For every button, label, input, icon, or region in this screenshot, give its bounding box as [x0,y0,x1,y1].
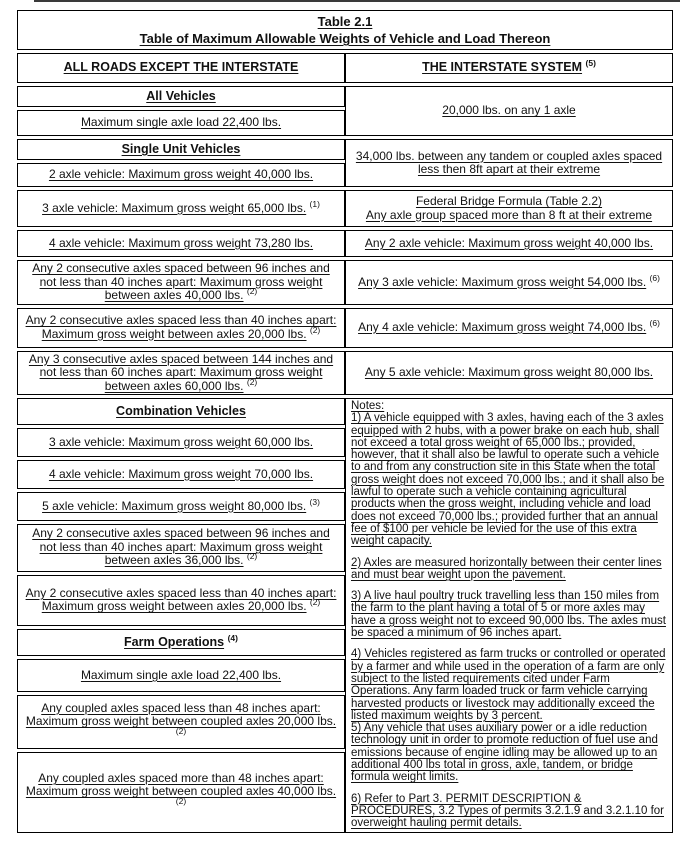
cell-federal-bridge-formula: Federal Bridge Formula (Table 2.2) Any axle group spaced more than 8 ft at their extreme [345,190,673,227]
note-ref-2: (2) [246,376,258,387]
table-title-line2: Table of Maximum Allowable Weights of Vehicle and Load Thereon [139,31,551,46]
cell-3-consecutive-axles-144in: Any 3 consecutive axles spaced between 144 inches and not less than 60 inches apart: Maximum gross weight between axles 60,000 lbs. $^{(2)}$ [17,351,345,396]
scan-artifact-line [34,0,680,2]
cell-2-axle-gross-weight: 2 axle vehicle: Maximum gross weight 40,000 lbs. [17,163,345,187]
notes-label: Notes: [351,400,385,412]
note-4: 4) Vehicles registered as farm trucks or controlled or operated by a farmer and while used in the operation of a farm are only subject to the listed requirements cited under Farm Operations. Any farm loaded truck or farm vehicle carrying harvested products or livestock may additionally exceed the listed maximum weights by 3 percent. [351,648,666,722]
cell-interstate-tandem: 34,000 lbs. between any tandem or coupled axles spaced less then 8ft apart at their extreme [345,139,673,187]
cell-interstate-4-axle: Any 4 axle vehicle: Maximum gross weight 74,000 lbs. $^{(6)}$ [345,308,673,348]
cell-2-consecutive-axles-96in: Any 2 consecutive axles spaced between 96 inches and not less than 40 inches apart: Maximum gross weight between axles 40,000 lbs. $^{(2)}$ [17,260,345,305]
cell-max-single-axle-load: Maximum single axle load 22,400 lbs. [17,110,345,136]
note-ref-2: (2) [175,725,187,736]
cell-farm-coupled-over-48in: Any coupled axles spaced more than 48 inches apart: Maximum gross weight between coupled axles 40,000 lbs. $^{(2)}$ [17,752,345,833]
note-ref-4: (4) [227,632,238,643]
cell-farm-max-single-axle: Maximum single axle load 22,400 lbs. [17,659,345,692]
cell-2-consecutive-axles-under-40in: Any 2 consecutive axles spaced less than 40 inches apart: Maximum gross weight between axles 20,000 lbs. $^{(2)}$ [17,308,345,348]
note-ref-3: (3) [309,496,320,507]
cell-combo-2-consecutive-under-40in: Any 2 consecutive axles spaced less than 40 inches apart: Maximum gross weight between axles 20,000 lbs. $^{(2)}$ [17,575,345,627]
note-5: 5) Any vehicle that uses auxiliary power or a idle reduction technology unit in order to promote reduction of fuel use and emissions because of engine idling may be allowed up to an additional 400 lbs total in gross, axle, tandem, or bridge formula weight limits. [351,722,658,784]
note-ref-6: (6) [649,272,660,283]
cell-4-axle-gross-weight: 4 axle vehicle: Maximum gross weight 73,280 lbs. [17,230,345,257]
cell-combo-3-axle: 3 axle vehicle: Maximum gross weight 60,000 lbs. [17,428,345,457]
note-2: 2) Axles are measured horizontally between their center lines and must bear weight upon the pavement. [351,556,662,581]
note-ref-2: (2) [246,286,258,296]
note-ref-6: (6) [649,317,660,328]
note-6: 6) Refer to Part 3. PERMIT DESCRIPTION & PROCEDURES, 3.2 Types of permits 3.2.1.9 and 3.2.1.10 for overweight hauling permit details. [351,792,664,830]
cell-combo-5-axle: 5 axle vehicle: Maximum gross weight 80,000 lbs. $^{(3)}$ [17,492,345,521]
notes-cell [345,398,673,833]
section-all-vehicles: All Vehicles [17,86,345,107]
section-combination-vehicles: Combination Vehicles [17,398,345,425]
cell-combo-2-consecutive-96in: Any 2 consecutive axles spaced between 96 inches and not less than 40 inches apart: Maximum gross weight between axles 36,000 lbs. $^{(2)}$ [17,524,345,572]
section-single-unit-vehicles: Single Unit Vehicles [17,139,345,160]
table-title [17,10,673,50]
note-1: 1) A vehicle equipped with 3 axles, having each of the 3 axles equipped with 2 hubs, with a power brake on each hub, shall not exceed a total gross weight of 65,000 lbs.; provided, however, that it shall also be lawful to operate such a vehicle to and from any construction site in this State when the total gross weight does not exceed 70,000 lbs.; and it shall also be lawful to operate such a vehicle containing agricultural products when the gross weight, including vehicle and load does not exceed 70,000 lbs.; provided further that an annual fee of $100 per vehicle be levied for the use of this extra weight capacity. [351,412,665,548]
col-header-left: ALL ROADS EXCEPT THE INTERSTATE [17,53,345,83]
note-ref-5: (5) [585,58,596,69]
max-weights-table [17,7,673,836]
cell-combo-4-axle: 4 axle vehicle: Maximum gross weight 70,000 lbs. [17,460,345,489]
cell-interstate-single-axle: 20,000 lbs. on any 1 axle [345,86,673,136]
note-ref-1: (1) [309,198,320,209]
table-title-line1: Table 2.1 [317,14,373,29]
section-farm-operations: Farm Operations $^{(4)}$ [17,629,345,656]
note-ref-2: (2) [309,324,321,335]
cell-farm-coupled-under-48in: Any coupled axles spaced less than 48 inches apart: Maximum gross weight between coupled axles 20,000 lbs. $^{(2)}$ [17,695,345,749]
note-3: 3) A live haul poultry truck travelling less than 150 miles from the farm to the plant having a total of 5 or more axles may have a gross weight not to exceed 90,000 lbs. The axles must be spaced a minimum of 96 inches apart. [351,590,666,640]
cell-interstate-3-axle: Any 3 axle vehicle: Maximum gross weight 54,000 lbs. $^{(6)}$ [345,260,673,305]
cell-interstate-2-axle: Any 2 axle vehicle: Maximum gross weight 40,000 lbs. [345,230,673,257]
cell-3-axle-gross-weight: 3 axle vehicle: Maximum gross weight 65,000 lbs. $^{(1)}$ [17,190,345,227]
note-ref-2: (2) [175,795,187,806]
col-header-right: THE INTERSTATE SYSTEM $^{(5)}$ [345,53,673,83]
note-ref-2: (2) [309,597,321,608]
note-ref-2: (2) [246,551,258,562]
cell-interstate-5-axle: Any 5 axle vehicle: Maximum gross weight 80,000 lbs. [345,351,673,396]
